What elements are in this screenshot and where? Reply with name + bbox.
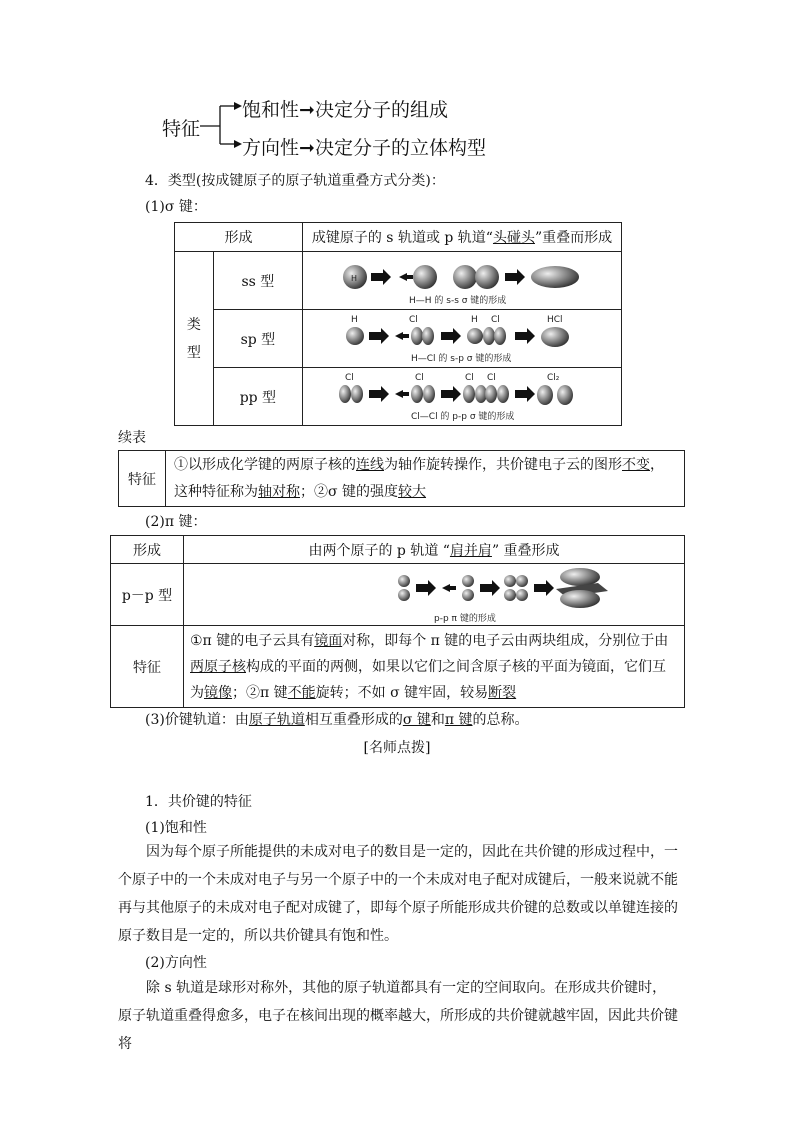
continued-label: 续表 <box>118 430 146 446</box>
saturation-paragraph: 因为每个原子所能提供的未成对电子的数目是一定的，因此在共价键的形成过程中，一个原子中的一个未成对电子与另一个原子中的一个未成对电子配对成键后，一般来说就不能再与其他原子的未成对电子配对成键了，即每个原子所能形成共价键的总数或以单键连接的原子数目是一定的，所以共价键具有饱和性。 <box>118 844 678 944</box>
sigma-feature-label: 特征 <box>119 451 166 507</box>
sp-diagram-cell <box>303 310 622 368</box>
pi-formation-text: 由两个原子的 p 轨道 “肩并肩” 重叠形成 <box>184 536 685 564</box>
sp-type: sp 型 <box>213 310 302 368</box>
sigma-heading: (1)σ 键： <box>145 199 207 215</box>
svg-text:HCl: HCl <box>547 314 563 325</box>
svg-text:Cl: Cl <box>415 372 424 383</box>
pi-feature-text: ①π 键的电子云具有镜面对称，即每个 π 键的电子云由两块组成，分别位于由两原子核构成的平面的两侧，如果以它们之间含原子核的平面为镜面，它们互为镜像；②π 键不能旋转；不如 σ 键牢固，较易断裂 <box>184 626 685 708</box>
valence-orbital-line: (3)价键轨道：由原子轨道相互重叠形成的σ 键和π 键的总称。 <box>145 712 529 728</box>
ss-diagram-cell <box>303 252 622 310</box>
pi-heading: (2)π 键： <box>145 514 207 530</box>
branch-saturation: 饱和性➞决定分子的组成 <box>242 99 448 121</box>
pp-pi-diagram <box>184 565 684 625</box>
sigma-formation-label: 形成 <box>175 223 303 252</box>
ss-type: ss 型 <box>213 252 302 310</box>
svg-text:Cl: Cl <box>465 372 474 383</box>
sp-sigma-diagram <box>303 311 621 367</box>
svg-text:H: H <box>351 314 358 325</box>
pp-type: pp 型 <box>213 368 302 426</box>
tip-heading: [名师点拨] <box>363 740 431 756</box>
pi-type-label: p－p 型 <box>111 564 184 626</box>
svg-text:Cl: Cl <box>345 372 354 383</box>
arrow-icon: ➞ <box>299 137 315 159</box>
arrow-icon: ➞ <box>299 99 315 121</box>
sigma-formation-text: 成键原子的 s 轨道或 p 轨道“头碰头”重叠而形成 <box>303 223 622 252</box>
sigma-table <box>174 222 622 426</box>
pi-formation-label: 形成 <box>111 536 184 564</box>
saturation-heading: (1)饱和性 <box>145 820 207 836</box>
direction-heading: (2)方向性 <box>145 955 207 971</box>
svg-text:Cl: Cl <box>491 314 500 325</box>
svg-text:Cl: Cl <box>487 372 496 383</box>
branch-direction: 方向性➞决定分子的立体构型 <box>242 137 486 159</box>
section4-heading: 4．类型(按成键原子的原子轨道重叠方式分类)： <box>145 173 445 189</box>
svg-text:Cl—Cl 的 p-p σ 键的形成: Cl—Cl 的 p-p σ 键的形成 <box>411 411 515 422</box>
sigma-type-label: 类型 <box>175 252 214 426</box>
sigma-feature-text: ①以形成化学键的两原子核的连线为轴作旋转操作，共价键电子云的图形不变，这种特征称为轴对称；②σ 键的强度较大 <box>166 451 685 507</box>
svg-text:p-p π 键的形成: p-p π 键的形成 <box>434 613 496 624</box>
section1-heading: 1．共价键的特征 <box>145 794 252 810</box>
sigma-feature-table <box>118 450 685 507</box>
svg-text:H—H 的 s-s σ 键的形成: H—H 的 s-s σ 键的形成 <box>409 295 507 306</box>
svg-text:Cl₂: Cl₂ <box>547 372 560 383</box>
pi-feature-label: 特征 <box>111 626 184 708</box>
pi-diagram-cell <box>184 564 685 626</box>
ss-sigma-diagram <box>303 253 621 309</box>
svg-text:H—Cl 的 s-p σ 键的形成: H—Cl 的 s-p σ 键的形成 <box>411 353 512 364</box>
pi-table <box>110 535 685 708</box>
feature-root: 特征 <box>162 118 201 140</box>
direction-paragraph: 除 s 轨道是球形对称外，其他的原子轨道都具有一定的空间取向。在形成共价键时，原子轨道重叠得愈多，电子在核间出现的概率越大，所形成的共价键就越牢固，因此共价键将 <box>118 980 678 1052</box>
pp-sigma-diagram <box>303 369 621 425</box>
svg-text:H: H <box>471 314 478 325</box>
pp-diagram-cell <box>303 368 622 426</box>
svg-text:H: H <box>351 273 358 283</box>
svg-text:Cl: Cl <box>409 314 418 325</box>
